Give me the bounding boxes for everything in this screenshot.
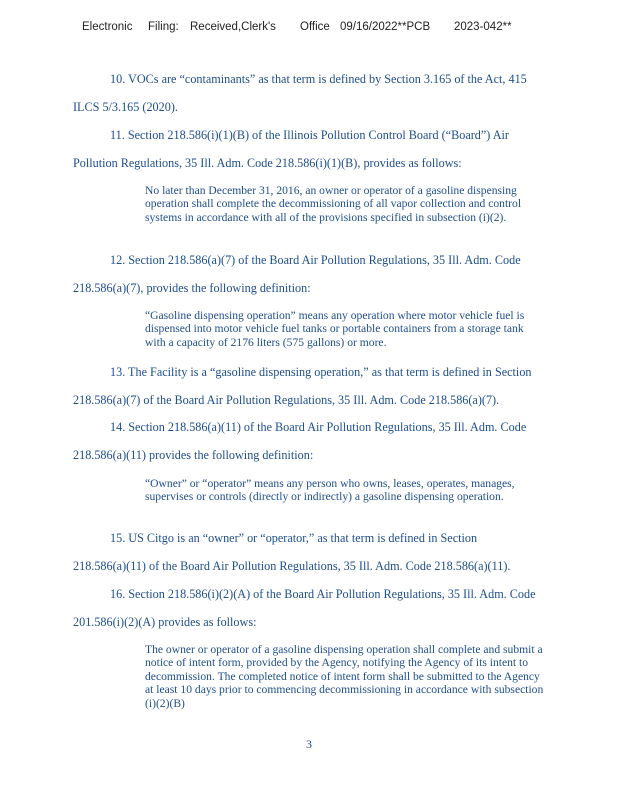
paragraph-16-line-1: 16. Section 218.586(i)(2)(A) of the Board Air Pollution Regulations, 35 Ill. Adm. Code (110, 587, 536, 601)
paragraph-14-block-quote: “Owner” or “operator” means any person who owns, leases, operates, manages, supervises or controls (directly or indirectly) a gasoline dispensing operation. (145, 477, 515, 504)
paragraph-11-block-quote: No later than December 31, 2016, an owner or operator of a gasoline dispensing operation shall complete the decommissioning of all vapor collection and control systems in accordance with all of the provisions specified in subsection (i)(2). (145, 184, 522, 224)
paragraph-12-line-1: 12. Section 218.586(a)(7) of the Board Air Pollution Regulations, 35 Ill. Adm. Code (110, 253, 521, 267)
paragraph-12-line-2: 218.586(a)(7), provides the following definition: (73, 281, 311, 295)
paragraph-11-line-2: Pollution Regulations, 35 Ill. Adm. Code 218.586(i)(1)(B), provides as follows: (73, 156, 462, 170)
header-electronic: Electronic (82, 21, 133, 33)
paragraph-10-line-1: 10. VOCs are “contaminants” as that term is defined by Section 3.165 of the Act, 415 (110, 72, 527, 86)
paragraph-16-line-2: 201.586(i)(2)(A) provides as follows: (73, 615, 257, 629)
paragraph-12-block-quote: “Gasoline dispensing operation” means any operation where motor vehicle fuel is dispensed into motor vehicle fuel tanks or portable containers from a storage tank with a capacity of 2176 liters (575 gallons) or more. (145, 309, 525, 349)
paragraph-15-line-1: 15. US Citgo is an “owner” or “operator,” as that term is defined in Section (110, 531, 478, 545)
paragraph-14-line-1: 14. Section 218.586(a)(11) of the Board Air Pollution Regulations, 35 Ill. Adm. Code (110, 420, 527, 434)
header-office: Office (300, 21, 330, 33)
paragraph-14-line-2: 218.586(a)(11) provides the following definition: (73, 448, 314, 462)
paragraph-15-line-2: 218.586(a)(11) of the Board Air Pollution Regulations, 35 Ill. Adm. Code 218.586(a)(11). (73, 559, 511, 573)
header-case-number: 2023-042** (454, 21, 512, 33)
header-date: 09/16/2022**PCB (340, 21, 431, 33)
paragraph-11-line-1: 11. Section 218.586(i)(1)(B) of the Illinois Pollution Control Board (“Board”) Air (110, 128, 509, 142)
paragraph-10-line-2: ILCS 5/3.165 (2020). (73, 100, 178, 114)
page-number: 3 (306, 737, 312, 751)
paragraph-13-line-2: 218.586(a)(7) of the Board Air Pollution Regulations, 35 Ill. Adm. Code 218.586(a)(7). (73, 393, 500, 407)
header-received: Received,Clerk's (190, 21, 276, 33)
paragraph-13-line-1: 13. The Facility is a “gasoline dispensing operation,” as that term is defined in Section (110, 365, 532, 379)
header-filing: Filing: (148, 21, 179, 33)
paragraph-16-block-quote: The owner or operator of a gasoline dispensing operation shall complete and submit a notice of intent form, provided by the Agency, notifying the Agency of its intent to decommission. The completed notice of intent form shall be submitted to the Agency at least 10 days prior to commencing decommissioning in accordance with subsection (i)(2)(B) (145, 643, 544, 710)
